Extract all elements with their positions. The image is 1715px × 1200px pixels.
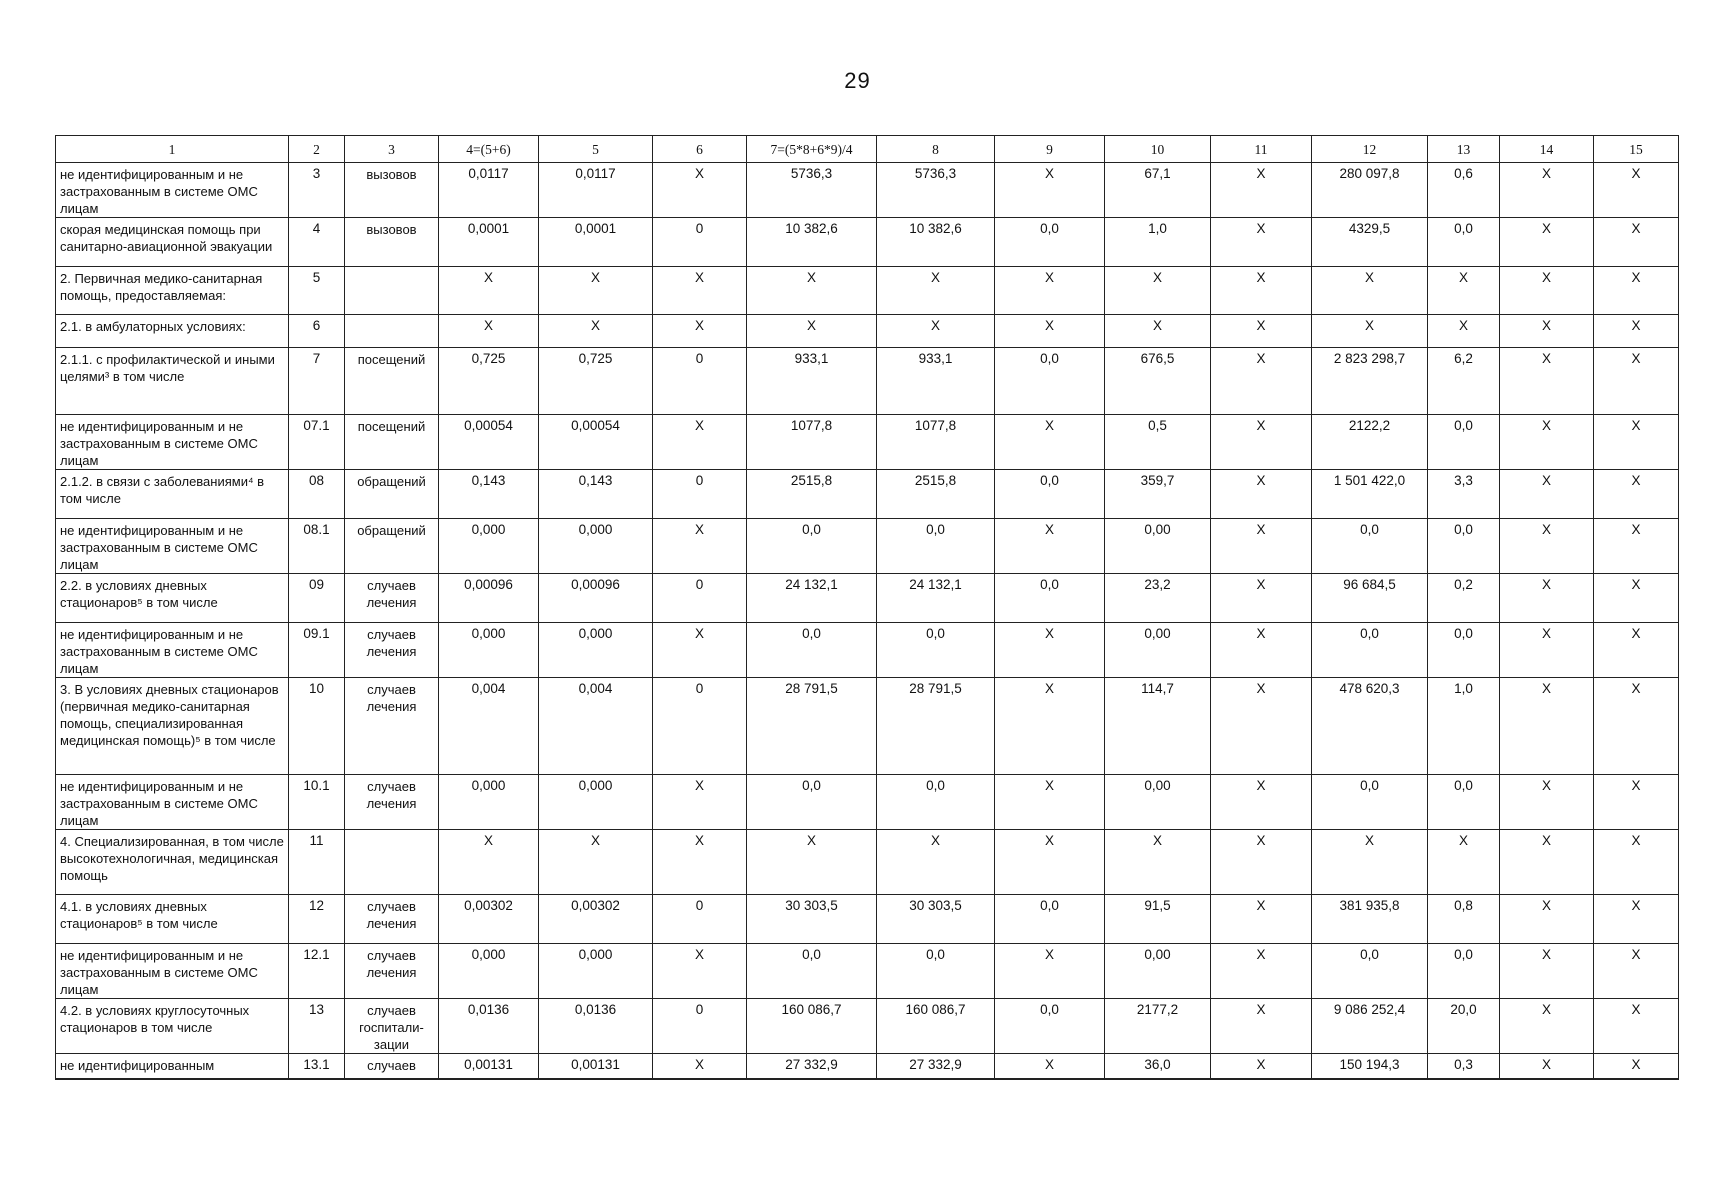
cell-value: Х — [995, 678, 1105, 775]
cell-value: Х — [1211, 574, 1312, 623]
table-row — [56, 830, 1679, 895]
table-row — [56, 415, 1679, 470]
cell-value: 96 684,5 — [1312, 574, 1428, 623]
cell-value: 0,000 — [439, 775, 539, 830]
cell-value: Х — [653, 623, 747, 678]
cell-value: 0 — [653, 999, 747, 1054]
row-unit: случаев лечения — [345, 678, 439, 775]
cell-value: 2177,2 — [1105, 999, 1211, 1054]
cell-value: Х — [1211, 348, 1312, 415]
cell-value: Х — [995, 944, 1105, 999]
cell-value: Х — [1500, 315, 1594, 348]
cell-value: 0,00054 — [539, 415, 653, 470]
cell-value: Х — [1211, 218, 1312, 267]
table-row — [56, 519, 1679, 574]
row-code: 7 — [289, 348, 345, 415]
header-row — [56, 136, 1679, 163]
cell-value: Х — [1105, 830, 1211, 895]
cell-value: Х — [1211, 895, 1312, 944]
cell-value: 0,00 — [1105, 623, 1211, 678]
cell-value: Х — [995, 775, 1105, 830]
cell-value: 0,3 — [1428, 1054, 1500, 1079]
cell-value: 24 132,1 — [747, 574, 877, 623]
cell-value: Х — [995, 623, 1105, 678]
cell-value: 0,0 — [747, 775, 877, 830]
cell-value: 0,6 — [1428, 163, 1500, 218]
cell-value: 0,0 — [995, 999, 1105, 1054]
column-header: 5 — [539, 136, 653, 163]
cell-value: 6,2 — [1428, 348, 1500, 415]
cell-value: 0,0 — [747, 623, 877, 678]
cell-value: 0 — [653, 470, 747, 519]
cell-value: 280 097,8 — [1312, 163, 1428, 218]
row-code: 08 — [289, 470, 345, 519]
row-label: не идентифицированным — [56, 1054, 289, 1079]
cell-value: 381 935,8 — [1312, 895, 1428, 944]
cell-value: 0,00 — [1105, 519, 1211, 574]
row-code: 10 — [289, 678, 345, 775]
cell-value: Х — [1594, 999, 1679, 1054]
row-label: 2. Первичная медико-санитарная помощь, предоставляемая: — [56, 267, 289, 315]
row-unit: вызовов — [345, 218, 439, 267]
cell-value: 3,3 — [1428, 470, 1500, 519]
row-unit: посещений — [345, 348, 439, 415]
cell-value: Х — [1594, 163, 1679, 218]
cell-value: 0,00302 — [439, 895, 539, 944]
table-row — [56, 775, 1679, 830]
row-label: 2.1.2. в связи с заболеваниями⁴ в том числе — [56, 470, 289, 519]
row-label: 4.2. в условиях круглосуточных стационаров в том числе — [56, 999, 289, 1054]
cell-value: Х — [1211, 519, 1312, 574]
row-label: не идентифицированным и не застрахованным в системе ОМС лицам — [56, 519, 289, 574]
cell-value: 1077,8 — [747, 415, 877, 470]
cell-value: 160 086,7 — [877, 999, 995, 1054]
cell-value: Х — [1594, 895, 1679, 944]
cell-value: Х — [995, 415, 1105, 470]
cell-value: 23,2 — [1105, 574, 1211, 623]
page-number: 29 — [844, 68, 871, 93]
column-header: 4=(5+6) — [439, 136, 539, 163]
row-label: 4. Специализированная, в том числе высокотехнологичная, медицинская помощь — [56, 830, 289, 895]
row-unit — [345, 267, 439, 315]
row-label: скорая медицинская помощь при санитарно-авиационной эвакуации — [56, 218, 289, 267]
cell-value: 0,0 — [877, 944, 995, 999]
cell-value: Х — [1594, 267, 1679, 315]
row-code: 4 — [289, 218, 345, 267]
cell-value: 0,0 — [1428, 944, 1500, 999]
cell-value: Х — [1500, 775, 1594, 830]
cell-value: 28 791,5 — [877, 678, 995, 775]
cell-value: 2515,8 — [747, 470, 877, 519]
cell-value: Х — [995, 315, 1105, 348]
cell-value: Х — [1211, 999, 1312, 1054]
cell-value: 0,0 — [995, 470, 1105, 519]
cell-value: 0,0 — [1312, 519, 1428, 574]
cell-value: 1,0 — [1428, 678, 1500, 775]
cell-value: 0,2 — [1428, 574, 1500, 623]
cell-value: Х — [1500, 348, 1594, 415]
row-code: 11 — [289, 830, 345, 895]
row-code: 5 — [289, 267, 345, 315]
cell-value: Х — [1594, 944, 1679, 999]
cell-value: Х — [995, 519, 1105, 574]
cell-value: 359,7 — [1105, 470, 1211, 519]
cell-value: 0,000 — [539, 519, 653, 574]
cell-value: 67,1 — [1105, 163, 1211, 218]
row-label: не идентифицированным и не застрахованным в системе ОМС лицам — [56, 775, 289, 830]
cell-value: 0,000 — [539, 944, 653, 999]
cell-value: Х — [1500, 895, 1594, 944]
data-table — [55, 135, 1679, 1080]
cell-value: Х — [1312, 830, 1428, 895]
cell-value: 1077,8 — [877, 415, 995, 470]
cell-value: Х — [653, 163, 747, 218]
row-code: 3 — [289, 163, 345, 218]
cell-value: 0 — [653, 895, 747, 944]
cell-value: 0,00096 — [439, 574, 539, 623]
row-code: 10.1 — [289, 775, 345, 830]
cell-value: 0,00096 — [539, 574, 653, 623]
cell-value: Х — [1594, 415, 1679, 470]
cell-value: 0,0117 — [439, 163, 539, 218]
cell-value: 933,1 — [877, 348, 995, 415]
cell-value: Х — [653, 519, 747, 574]
cell-value: 20,0 — [1428, 999, 1500, 1054]
cell-value: 2122,2 — [1312, 415, 1428, 470]
row-unit: случаев лечения — [345, 623, 439, 678]
cell-value: Х — [1211, 944, 1312, 999]
cell-value: 27 332,9 — [877, 1054, 995, 1079]
cell-value: Х — [653, 415, 747, 470]
cell-value: Х — [1594, 775, 1679, 830]
cell-value: Х — [1500, 944, 1594, 999]
cell-value: Х — [1211, 830, 1312, 895]
cell-value: 0,143 — [539, 470, 653, 519]
cell-value: Х — [1500, 470, 1594, 519]
cell-value: Х — [1211, 623, 1312, 678]
cell-value: 478 620,3 — [1312, 678, 1428, 775]
cell-value: 9 086 252,4 — [1312, 999, 1428, 1054]
cell-value: 0,143 — [439, 470, 539, 519]
cell-value: Х — [995, 267, 1105, 315]
cell-value: Х — [539, 830, 653, 895]
table-row — [56, 315, 1679, 348]
cell-value: 0,0 — [877, 519, 995, 574]
table-row — [56, 1054, 1679, 1079]
cell-value: 0,000 — [439, 519, 539, 574]
cell-value: 0,00131 — [439, 1054, 539, 1079]
cell-value: Х — [1500, 163, 1594, 218]
column-header: 7=(5*8+6*9)/4 — [747, 136, 877, 163]
row-label: 2.1. в амбулаторных условиях: — [56, 315, 289, 348]
cell-value: Х — [1211, 163, 1312, 218]
cell-value: 0,0 — [1428, 415, 1500, 470]
cell-value: Х — [747, 830, 877, 895]
cell-value: Х — [1594, 1054, 1679, 1079]
cell-value: 91,5 — [1105, 895, 1211, 944]
cell-value: 0,000 — [539, 775, 653, 830]
cell-value: Х — [1211, 415, 1312, 470]
table-row — [56, 623, 1679, 678]
cell-value: 0,725 — [439, 348, 539, 415]
row-label: 2.2. в условиях дневных стационаров⁵ в том числе — [56, 574, 289, 623]
table-header — [56, 136, 1679, 163]
table-row — [56, 267, 1679, 315]
cell-value: Х — [1211, 470, 1312, 519]
row-unit: обращений — [345, 519, 439, 574]
cell-value: 30 303,5 — [747, 895, 877, 944]
cell-value: 24 132,1 — [877, 574, 995, 623]
cell-value: 0,000 — [539, 623, 653, 678]
table-row — [56, 218, 1679, 267]
table-body — [56, 163, 1679, 1079]
cell-value: Х — [1211, 775, 1312, 830]
cell-value: Х — [1500, 574, 1594, 623]
column-header: 1 — [56, 136, 289, 163]
row-unit: посещений — [345, 415, 439, 470]
cell-value: Х — [1594, 218, 1679, 267]
column-header: 14 — [1500, 136, 1594, 163]
cell-value: Х — [1500, 267, 1594, 315]
cell-value: Х — [1594, 470, 1679, 519]
row-label: не идентифицированным и не застрахованным в системе ОМС лицам — [56, 415, 289, 470]
cell-value: Х — [1211, 678, 1312, 775]
cell-value: Х — [1105, 267, 1211, 315]
row-code: 09.1 — [289, 623, 345, 678]
row-code: 13 — [289, 999, 345, 1054]
column-header: 10 — [1105, 136, 1211, 163]
row-unit: случаев лечения — [345, 574, 439, 623]
cell-value: 0,0 — [1428, 775, 1500, 830]
cell-value: Х — [1500, 623, 1594, 678]
row-label: 3. В условиях дневных стационаров (первичная медико-санитарная помощь, специализированная медицинская помощь)⁵ в том числе — [56, 678, 289, 775]
cell-value: Х — [539, 315, 653, 348]
cell-value: Х — [1500, 830, 1594, 895]
cell-value: Х — [1594, 574, 1679, 623]
cell-value: 0,000 — [439, 623, 539, 678]
cell-value: Х — [653, 830, 747, 895]
table-row — [56, 944, 1679, 999]
column-header: 9 — [995, 136, 1105, 163]
row-unit: случаев — [345, 1054, 439, 1079]
cell-value: 1,0 — [1105, 218, 1211, 267]
cell-value: 0,00 — [1105, 944, 1211, 999]
cell-value: Х — [539, 267, 653, 315]
cell-value: Х — [653, 944, 747, 999]
row-unit: случаев лечения — [345, 944, 439, 999]
cell-value: Х — [1500, 415, 1594, 470]
table-row — [56, 348, 1679, 415]
column-header: 11 — [1211, 136, 1312, 163]
cell-value: Х — [653, 775, 747, 830]
cell-value: 0 — [653, 218, 747, 267]
cell-value: Х — [653, 267, 747, 315]
cell-value: 27 332,9 — [747, 1054, 877, 1079]
cell-value: 0,0 — [1428, 623, 1500, 678]
row-code: 12 — [289, 895, 345, 944]
row-unit: обращений — [345, 470, 439, 519]
column-header: 8 — [877, 136, 995, 163]
cell-value: Х — [653, 1054, 747, 1079]
column-header: 2 — [289, 136, 345, 163]
cell-value: Х — [1594, 623, 1679, 678]
cell-value: 0,004 — [539, 678, 653, 775]
row-label: не идентифицированным и не застрахованным в системе ОМС лицам — [56, 944, 289, 999]
column-header: 12 — [1312, 136, 1428, 163]
cell-value: 0,0001 — [439, 218, 539, 267]
cell-value: Х — [995, 163, 1105, 218]
column-header: 15 — [1594, 136, 1679, 163]
row-label: 2.1.1. с профилактической и иными целями³ в том числе — [56, 348, 289, 415]
table-row — [56, 678, 1679, 775]
row-label: 4.1. в условиях дневных стационаров⁵ в том числе — [56, 895, 289, 944]
row-label: не идентифицированным и не застрахованным в системе ОМС лицам — [56, 623, 289, 678]
cell-value: 0,0136 — [539, 999, 653, 1054]
cell-value: 0,0 — [1428, 218, 1500, 267]
cell-value: 0,0 — [995, 218, 1105, 267]
cell-value: 10 382,6 — [747, 218, 877, 267]
cell-value: Х — [1105, 315, 1211, 348]
row-code: 13.1 — [289, 1054, 345, 1079]
cell-value: 676,5 — [1105, 348, 1211, 415]
cell-value: Х — [1500, 218, 1594, 267]
table-row — [56, 999, 1679, 1054]
table-row — [56, 163, 1679, 218]
cell-value: 0 — [653, 678, 747, 775]
cell-value: 0,00131 — [539, 1054, 653, 1079]
cell-value: Х — [1500, 999, 1594, 1054]
cell-value: 4329,5 — [1312, 218, 1428, 267]
cell-value: 0 — [653, 348, 747, 415]
cell-value: 0,0 — [877, 623, 995, 678]
row-unit: случаев лечения — [345, 895, 439, 944]
cell-value: 160 086,7 — [747, 999, 877, 1054]
cell-value: 1 501 422,0 — [1312, 470, 1428, 519]
cell-value: Х — [747, 315, 877, 348]
cell-value: 0,0 — [995, 348, 1105, 415]
table-row — [56, 895, 1679, 944]
cell-value: 0,00302 — [539, 895, 653, 944]
cell-value: 0,0136 — [439, 999, 539, 1054]
cell-value: Х — [1312, 267, 1428, 315]
cell-value: 0,0 — [1428, 519, 1500, 574]
cell-value: Х — [1211, 315, 1312, 348]
cell-value: 30 303,5 — [877, 895, 995, 944]
cell-value: 0,0 — [1312, 775, 1428, 830]
cell-value: 36,0 — [1105, 1054, 1211, 1079]
row-unit: случаев госпитали-зации — [345, 999, 439, 1054]
cell-value: 933,1 — [747, 348, 877, 415]
cell-value: 0,0 — [1312, 623, 1428, 678]
row-code: 6 — [289, 315, 345, 348]
cell-value: 10 382,6 — [877, 218, 995, 267]
cell-value: Х — [1500, 519, 1594, 574]
row-unit — [345, 830, 439, 895]
cell-value: 0,0 — [995, 895, 1105, 944]
column-header: 6 — [653, 136, 747, 163]
cell-value: 5736,3 — [747, 163, 877, 218]
table-row — [56, 470, 1679, 519]
row-unit: вызовов — [345, 163, 439, 218]
cell-value: Х — [995, 1054, 1105, 1079]
cell-value: Х — [1428, 267, 1500, 315]
cell-value: 150 194,3 — [1312, 1054, 1428, 1079]
cell-value: Х — [1428, 830, 1500, 895]
cell-value: Х — [877, 830, 995, 895]
cell-value: 2515,8 — [877, 470, 995, 519]
column-header: 13 — [1428, 136, 1500, 163]
cell-value: Х — [1500, 1054, 1594, 1079]
row-code: 08.1 — [289, 519, 345, 574]
cell-value: 0,00054 — [439, 415, 539, 470]
table-row — [56, 574, 1679, 623]
cell-value: 0,0 — [747, 519, 877, 574]
row-unit — [345, 315, 439, 348]
cell-value: Х — [747, 267, 877, 315]
cell-value: 0,0 — [747, 944, 877, 999]
cell-value: 114,7 — [1105, 678, 1211, 775]
cell-value: Х — [439, 267, 539, 315]
cell-value: Х — [1211, 267, 1312, 315]
cell-value: Х — [877, 315, 995, 348]
row-code: 12.1 — [289, 944, 345, 999]
cell-value: Х — [1594, 315, 1679, 348]
column-header: 3 — [345, 136, 439, 163]
cell-value: 28 791,5 — [747, 678, 877, 775]
cell-value: Х — [877, 267, 995, 315]
cell-value: Х — [1428, 315, 1500, 348]
row-label: не идентифицированным и не застрахованным в системе ОМС лицам — [56, 163, 289, 218]
row-code: 07.1 — [289, 415, 345, 470]
cell-value: Х — [1211, 1054, 1312, 1079]
cell-value: Х — [439, 315, 539, 348]
cell-value: 5736,3 — [877, 163, 995, 218]
cell-value: 0,0 — [1312, 944, 1428, 999]
row-unit: случаев лечения — [345, 775, 439, 830]
cell-value: Х — [1594, 348, 1679, 415]
cell-value: 0,000 — [439, 944, 539, 999]
cell-value: Х — [1500, 678, 1594, 775]
cell-value: 0,0 — [877, 775, 995, 830]
cell-value: Х — [1594, 519, 1679, 574]
cell-value: Х — [1312, 315, 1428, 348]
cell-value: 0,725 — [539, 348, 653, 415]
cell-value: 2 823 298,7 — [1312, 348, 1428, 415]
cell-value: Х — [995, 830, 1105, 895]
cell-value: 0,5 — [1105, 415, 1211, 470]
cell-value: Х — [1594, 678, 1679, 775]
cell-value: Х — [439, 830, 539, 895]
cell-value: 0,8 — [1428, 895, 1500, 944]
cell-value: 0,0117 — [539, 163, 653, 218]
row-code: 09 — [289, 574, 345, 623]
cell-value: Х — [1594, 830, 1679, 895]
cell-value: Х — [653, 315, 747, 348]
cell-value: 0,0001 — [539, 218, 653, 267]
cell-value: 0,0 — [995, 574, 1105, 623]
cell-value: 0,004 — [439, 678, 539, 775]
cell-value: 0 — [653, 574, 747, 623]
cell-value: 0,00 — [1105, 775, 1211, 830]
